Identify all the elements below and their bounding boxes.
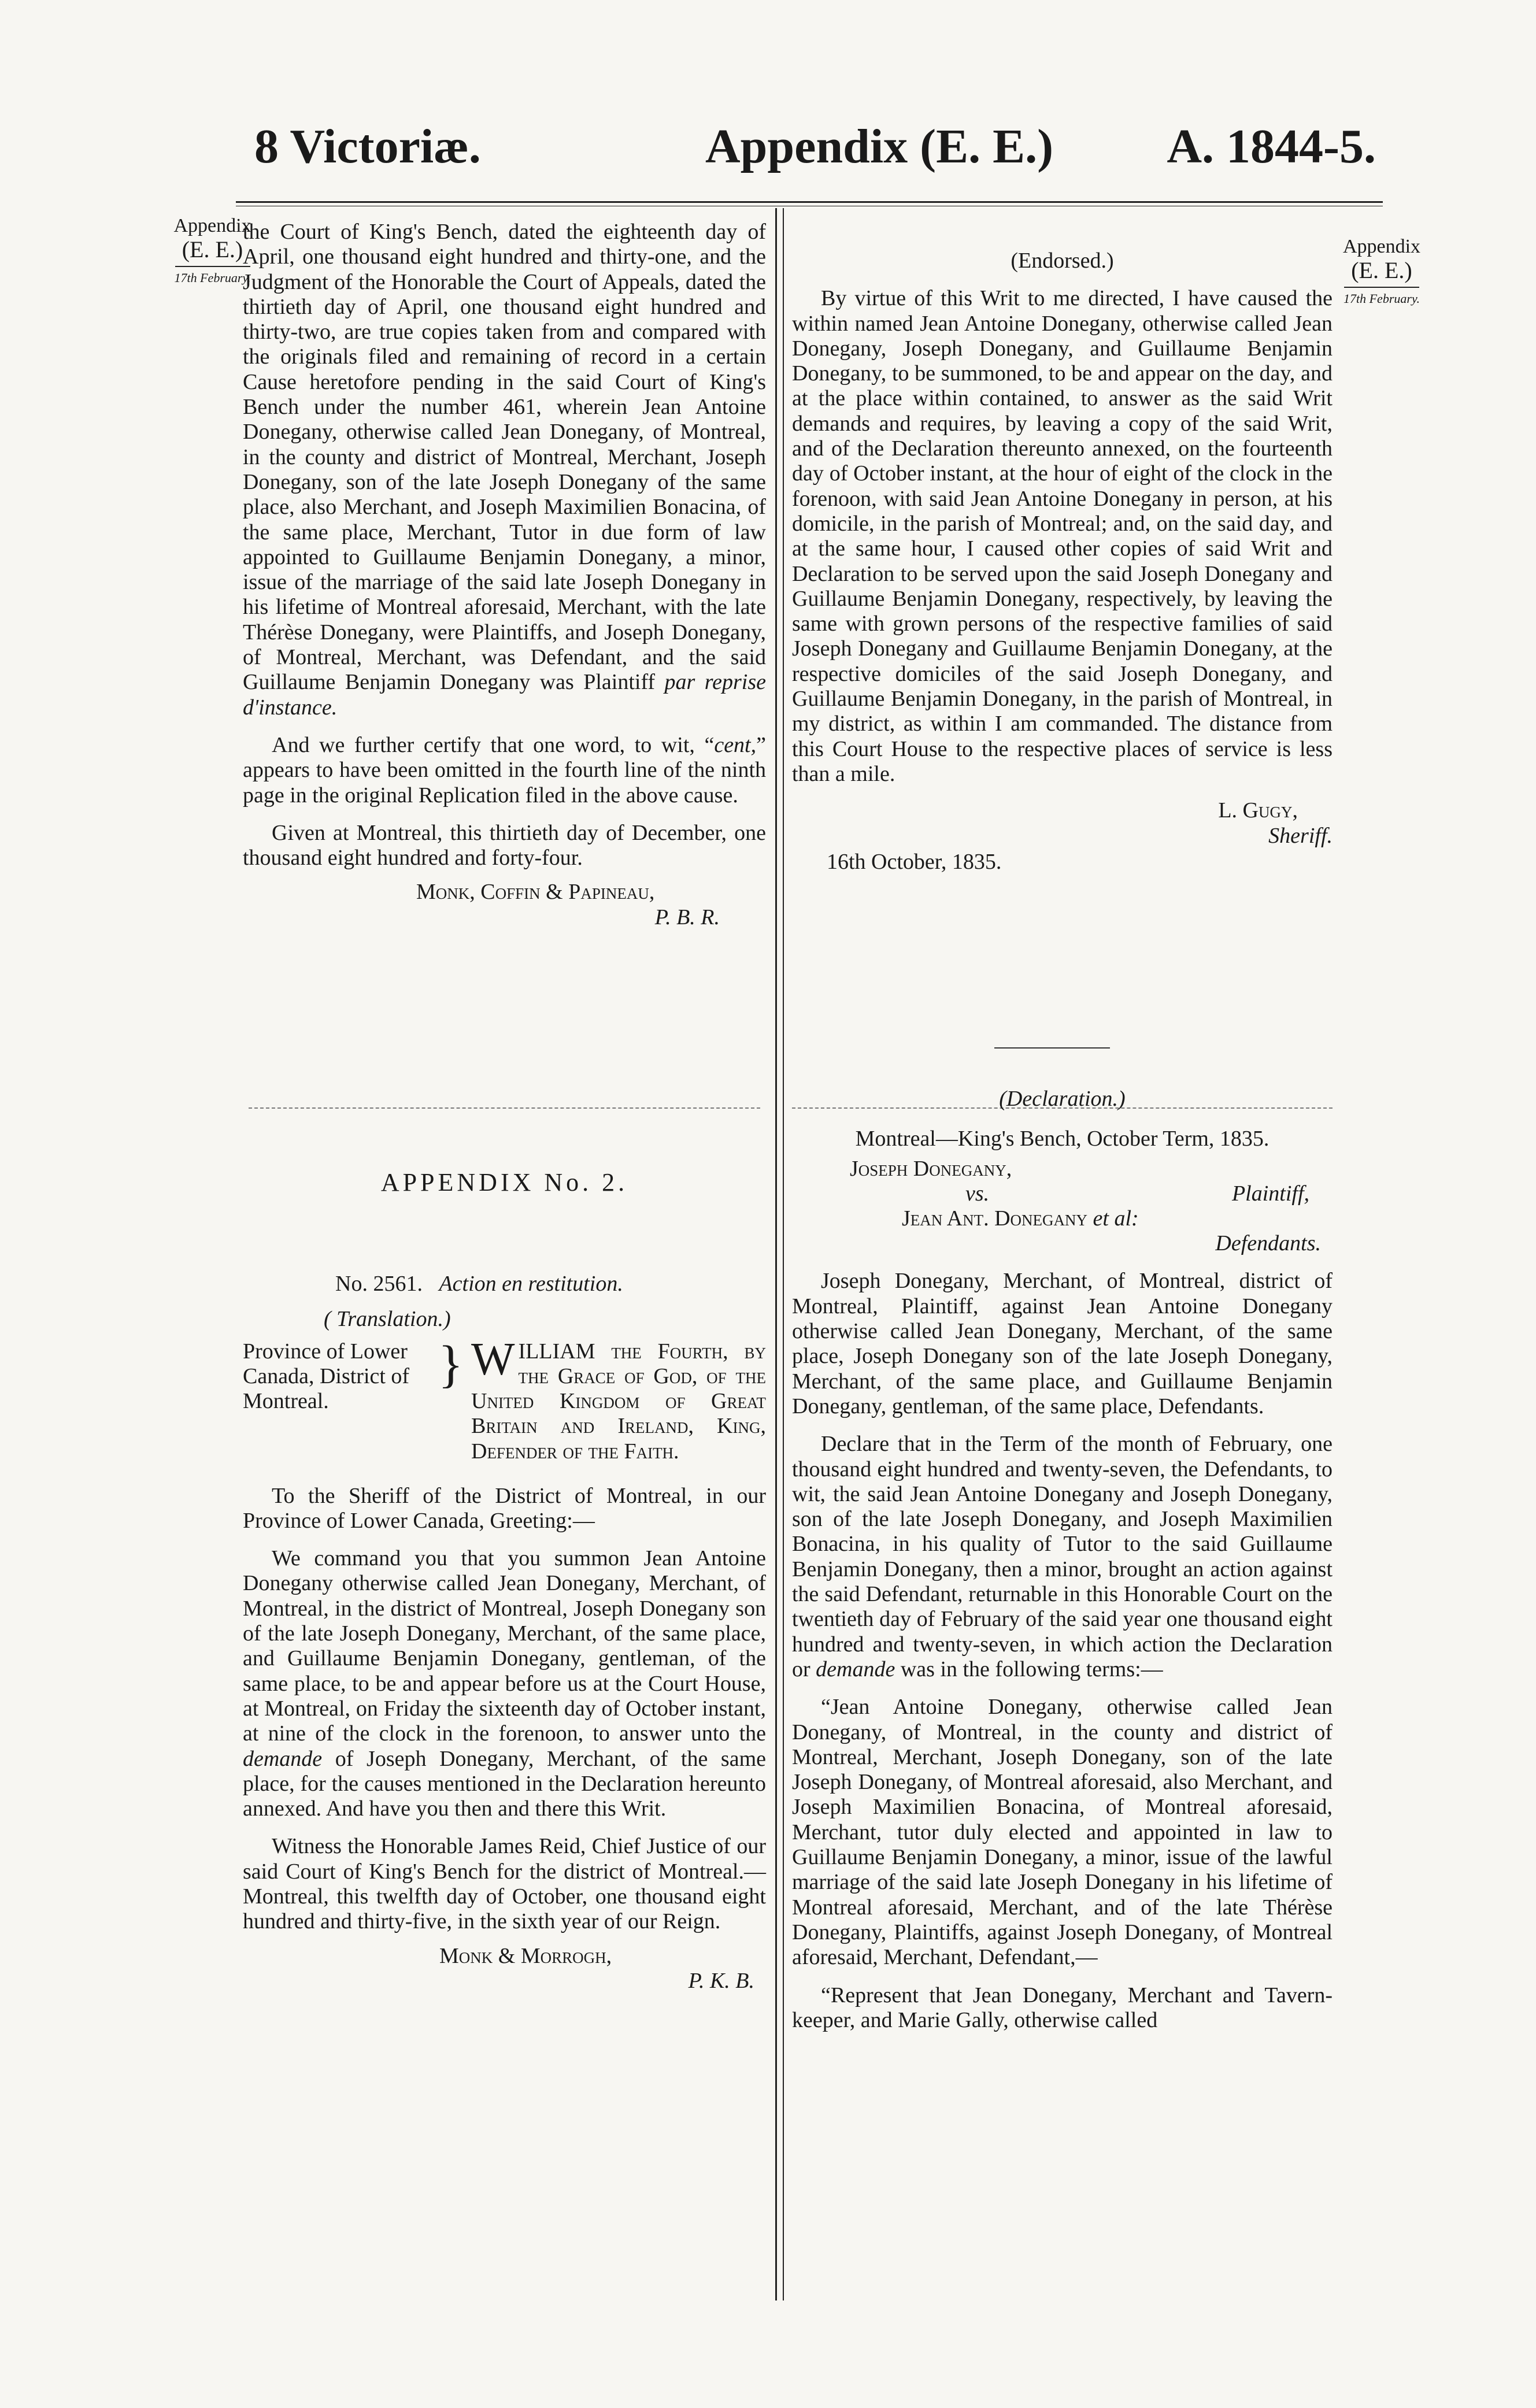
- et-al: et al:: [1093, 1206, 1139, 1231]
- declaration-rest: was in the following terms:—: [900, 1657, 1163, 1681]
- vs-line: [792, 1181, 1333, 1206]
- return-of-writ: By virtue of this Writ to me directed, I have caused the within named Jean Antoine Donegany, otherwise called Jean Donegany, Joseph Donegany, and Guillaume Benjamin Donegany, to be summoned, to be and appear on the day, and at the place within contained, to answer as the said Writ demands and requires, by leaving a copy of the said Writ, and of the Declaration thereunto annexed, on the fourteenth day of October instant, at the hour of eight of the clock in the forenoon, with said Jean Antoine Donegany in person, at his domicile, in the parish of Montreal; and, on the said day, and at the same hour, I caused other copies of said Writ and Declaration to be served upon the said Joseph Donegany and Guillaume Benjamin Donegany, respectively, by leaving the same with grown persons of the respective families of said Joseph Donegany and Guillaume Benjamin Donegany, at the respective domiciles of the said Joseph Donegany, and Guillaume Benjamin Donegany, in the parish of Montreal, in my district, as within I am commanded. The distance from this Court House to the respective places of service is less than a mile.: [792, 286, 1333, 786]
- header-session: 8 Victoriæ.: [254, 120, 481, 173]
- return-date: 16th October, 1835.: [827, 849, 1002, 874]
- translation-label: ( Translation.): [324, 1307, 451, 1332]
- left-column-upper: [243, 220, 766, 930]
- margin-note-left: [173, 215, 251, 286]
- preamble-block: [243, 1333, 766, 1484]
- sheriff-name: L. Gugy,: [1218, 798, 1298, 823]
- margin-date: 17th February.: [174, 271, 251, 285]
- greeting-paragraph: To the Sheriff of the District of Montreal, in our Province of Lower Canada, Greeting:—: [243, 1483, 766, 1533]
- command-italic: demande: [243, 1746, 323, 1771]
- case-number: No. 2561.: [335, 1272, 423, 1296]
- quoted-declaration: “Jean Antoine Donegany, otherwise called Jean Donegany, of Montreal, in the county and district of Montreal, Merchant, Joseph Donegany, son of the late Joseph Donegany, of Montreal aforesaid, also Merchant, and Joseph Maximilien Bonacina, of Montreal aforesaid, Merchant, tutor duly elected and appointed in law to Guillaume Benjamin Donegany, a minor, issue of the lawful marriage of the said late Joseph Donegany in his lifetime of Montreal aforesaid, Merchant, and of the late Thérèse Donegany, Plaintiffs, against Joseph Donegany, of Montreal aforesaid, Merchant, Defendant,—: [792, 1695, 1333, 1970]
- command-rest: of Joseph Donegany, Merchant, of the same place, for the causes mentioned in the Declaration hereunto annexed. And have you then and there this Writ.: [243, 1746, 766, 1821]
- margin-appendix-code: (E. E.): [182, 236, 243, 262]
- margin-date: 17th February.: [1343, 291, 1420, 306]
- signature-title-pbr: P. B. R.: [654, 905, 720, 929]
- header-appendix: Appendix (E. E.): [705, 120, 1054, 173]
- province-text: Province of Lower Canada, District of Montreal.: [243, 1339, 410, 1414]
- king-style-text: ILLIAM the Fourth, by the Grace of God, of the United Kingdom of Great Britain and Ireland, King, Defender of the Faith.: [471, 1339, 766, 1464]
- right-column-upper: [792, 249, 1333, 875]
- drop-cap-w: W: [471, 1333, 515, 1385]
- column-divider: [775, 208, 784, 2300]
- short-rule: [994, 1047, 1110, 1049]
- command-paragraph: [243, 1546, 766, 1821]
- page-header: [254, 118, 1376, 182]
- case-number-line: [243, 1272, 766, 1296]
- certificate-paragraph: [243, 220, 766, 720]
- plaintiff-name: Joseph Donegany,: [850, 1156, 1012, 1181]
- declaration-parties: Joseph Donegany, Merchant, of Montreal, district of Montreal, Plaintiff, against Jean Antoine Donegany otherwise called Jean Donegany, Merchant, of the same place, Joseph Donegany son of the late Joseph Donegany, Merchant, of the same place, and Guillaume Benjamin Donegany, gentleman, of the same place, Defendants.: [792, 1269, 1333, 1418]
- king-style: [471, 1333, 766, 1464]
- signature-monk-coffin: Monk, Coffin & Papineau,: [416, 880, 655, 905]
- witness-paragraph: Witness the Honorable James Reid, Chief Justice of our said Court of King's Bench for the district of Montreal.—Montreal, this twelfth day of October, one thousand eight hundred and thirty-five, in the sixth year of our Reign.: [243, 1834, 766, 1934]
- versus: vs.: [965, 1181, 990, 1206]
- margin-appendix-label: Appendix: [1342, 236, 1421, 257]
- header-rule: [236, 201, 1383, 203]
- declaration-text: Declare that in the Term of the month of February, one thousand eight hundred and twenty-seven, the Defendants, to wit, the said Jean Antoine Donegany and Joseph Donegany, son of the late Joseph Donegany, and Joseph Maximilien Bonacina, in his quality of Tutor to the said Guillaume Benjamin Donegany, then a minor, brought an action against the said Defendant, returnable in this Honorable Court on the twentieth day of February of the said year one thousand eight hundred and twenty-seven, in which action the Declaration or: [792, 1432, 1333, 1681]
- action-type: Action en restitution.: [439, 1272, 623, 1296]
- left-column-lower: [243, 1272, 766, 1994]
- header-year: A. 1844-5.: [1167, 120, 1376, 173]
- certificate-text: the Court of King's Bench, dated the eighteenth day of April, one thousand eight hundred and thirty-one, and the Judgment of the Honorable the Court of Appeals, dated the thirtieth day of April, one thousand eight hundred and thirty-two, are true copies taken from and compared with the originals filed and remaining of record in a certain Cause heretofore pending in the said Court of King's Bench under the number 461, wherein Jean Antoine Donegany, otherwise called Jean Donegany, of Montreal, in the county and district of Montreal, Merchant, Joseph Donegany, son of the late Joseph Donegany of the same place, also Merchant, and Joseph Maximilien Bonacina, of the same place, Merchant, Tutor in due form of law appointed to Guillaume Benjamin Donegany, a minor, issue of the marriage of the said late Joseph Donegany in his lifetime of Montreal aforesaid, Merchant, with the late Thérèse Donegany, were Plaintiffs, and Joseph Donegany, of Montreal, Merchant, was Defendant, and the said Guillaume Benjamin Donegany was Plaintiff: [243, 220, 766, 695]
- margin-note-right: [1341, 236, 1422, 306]
- right-column-lower: [792, 1087, 1333, 2033]
- court-term: Montreal—King's Bench, October Term, 1835.: [855, 1127, 1269, 1151]
- declaration-italic: demande: [816, 1657, 895, 1681]
- command-text: We command you that you summon Jean Antoine Donegany otherwise called Jean Donegany, Merchant, of Montreal, in the district of Montreal, Joseph Donegany son of the late Joseph Donegany, Merchant, of the same place, and Guillaume Benjamin Donegany, gentleman, of the same place, to be and appear before us at the Court House, at Montreal, on Friday the sixteenth day of October instant, at nine of the clock in the forenoon, to answer unto the: [243, 1546, 766, 1746]
- margin-rule: [175, 266, 250, 267]
- represent-paragraph: “Represent that Jean Donegany, Merchant and Tavern-keeper, and Marie Gally, otherwise called: [792, 1983, 1333, 2032]
- signature-title-pkb: P. K. B.: [688, 1968, 754, 1993]
- signature-monk-morrogh: Monk & Morrogh,: [439, 1943, 612, 1968]
- endorsed-heading: (Endorsed.): [1011, 249, 1114, 273]
- certificate-italic: par reprise d'instance.: [243, 670, 766, 720]
- declaration-body: [792, 1432, 1333, 1682]
- margin-rule: [1344, 287, 1419, 288]
- sheriff-title: Sheriff.: [1268, 823, 1333, 848]
- plaintiff-label: Plaintiff,: [1231, 1181, 1309, 1206]
- defendant-name: Jean Ant. Donegany: [902, 1206, 1088, 1231]
- declaration-heading: (Declaration.): [999, 1087, 1126, 1111]
- omission-rest: ” appears to have been omitted in the fourth line of the ninth page in the original Replication filed in the above cause.: [243, 732, 766, 807]
- margin-appendix-code: (E. E.): [1351, 257, 1412, 283]
- section-rule-left: [249, 1107, 760, 1109]
- appendix-title: APPENDIX No. 2.: [380, 1168, 628, 1196]
- given-paragraph: Given at Montreal, this thirtieth day of December, one thousand eight hundred and forty-four.: [243, 820, 766, 870]
- margin-appendix-label: Appendix: [173, 215, 251, 236]
- defendants-label: Defendants.: [1215, 1231, 1321, 1256]
- omission-word: cent,: [714, 732, 757, 757]
- defendant-line: [792, 1206, 1333, 1231]
- brace-glyph: }: [438, 1335, 464, 1393]
- omission-paragraph: [243, 733, 766, 808]
- omission-text: And we further certify that one word, to wit, “: [272, 732, 715, 757]
